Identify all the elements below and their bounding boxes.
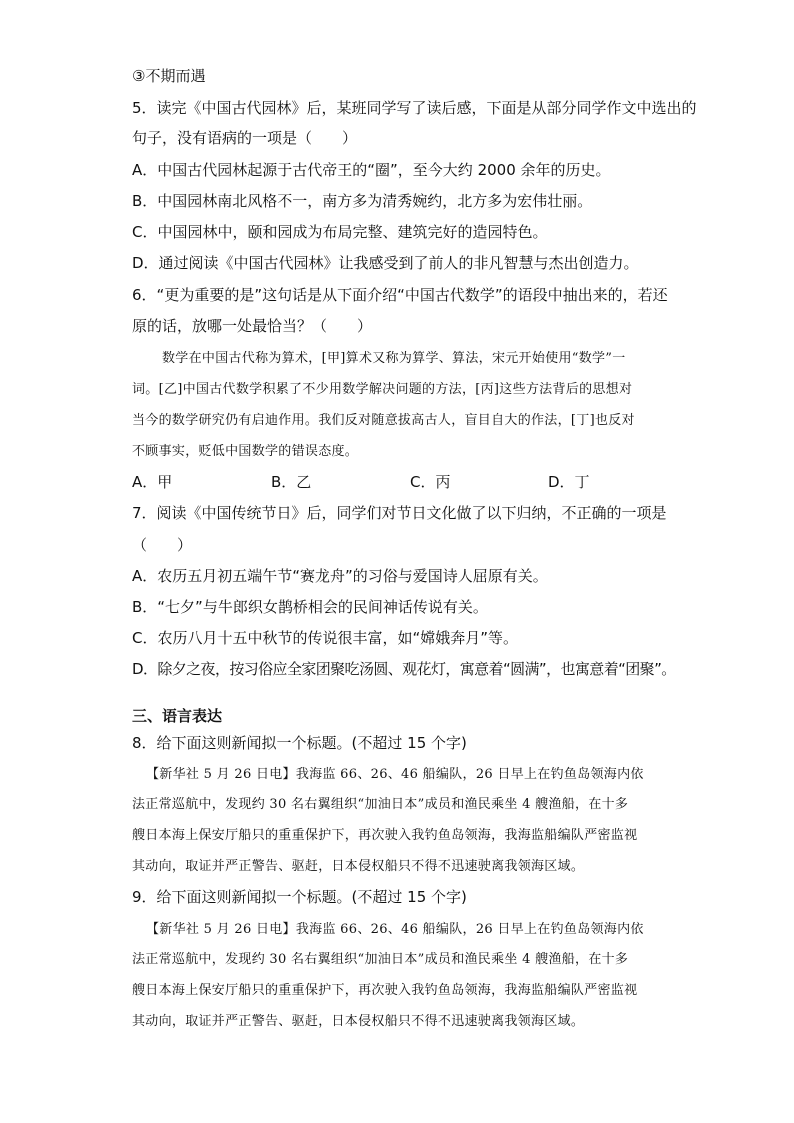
question-6-option-b: B．乙 (271, 473, 312, 491)
question-6-option-d: D．丁 (548, 473, 590, 491)
question-8-stem: 8．给下面这则新闻拟一个标题。(不超过 15 个字) (132, 734, 467, 752)
question-9-news-line2: 法正常巡航中，发现约 30 名右翼组织“加油日本”成员和渔民乘坐 4 艘渔船，在十多 (132, 952, 629, 967)
question-8-news-line3: 艘日本海上保安厅船只的重重保护下，再次驶入我钓鱼岛领海，我海监船编队严密监视 (132, 828, 638, 843)
question-6-passage-line3: 当今的数学研究仍有启迪作用。我们反对随意拔高古人，盲目自大的作法，[丁]也反对 (132, 413, 635, 428)
question-7-stem-line2: （ ） (132, 536, 193, 554)
question-7-option-c: C．农历八月十五中秋节的传说很丰富，如“嫦娥奔月”等。 (132, 629, 519, 647)
question-9-news-line4: 其动向，取证并严正警告、驱赶，日本侵权船只不得不迅速驶离我领海区域。 (132, 1014, 585, 1029)
question-5-option-c: C．中国园林中，颐和园成为布局完整、建筑完好的造园特色。 (132, 223, 548, 241)
question-6-passage-line2: 词。[乙]中国古代数学积累了不少用数学解决问题的方法，[丙]这些方法背后的思想对 (132, 382, 633, 397)
question-7-option-a: A．农历五月初五端午节“赛龙舟”的习俗与爱国诗人屈原有关。 (132, 567, 548, 585)
question-9-news-line3: 艘日本海上保安厅船只的重重保护下，再次驶入我钓鱼岛领海，我海监船编队严密监视 (132, 983, 638, 998)
section-heading-language-expression: 三、语言表达 (132, 707, 223, 725)
question-6-stem-line1: 6．“更为重要的是”这句话是从下面介绍“中国古代数学”的语段中抽出来的，若还 (132, 286, 668, 304)
question-9-stem: 9．给下面这则新闻拟一个标题。(不超过 15 个字) (132, 888, 467, 906)
item-3-text: ③不期而遇 (132, 67, 206, 85)
question-5-stem-line1: 5．读完《中国古代园林》后，某班同学写了读后感，下面是从部分同学作文中选出的 (132, 99, 697, 117)
question-8-news-line2: 法正常巡航中，发现约 30 名右翼组织“加油日本”成员和渔民乘坐 4 艘渔船，在十多 (132, 797, 629, 812)
question-6-option-a: A．甲 (132, 473, 173, 491)
question-7-stem-line1: 7．阅读《中国传统节日》后，同学们对节日文化做了以下归纳，不正确的一项是 (132, 504, 667, 522)
question-6-passage-line4: 不顾事实，贬低中国数学的错误态度。 (132, 444, 359, 459)
question-6-stem-line2: 原的话，放哪一处最恰当？（ ） (132, 317, 373, 335)
question-6-passage-line1: 数学在中国古代称为算术，[甲]算术又称为算学、算法，宋元开始使用“数学”一 (162, 351, 626, 366)
question-5-option-d: D．通过阅读《中国古代园林》让我感受到了前人的非凡智慧与杰出创造力。 (132, 254, 639, 272)
question-7-option-b: B．“七夕”与牛郎织女鹊桥相会的民间神话传说有关。 (132, 598, 488, 616)
question-9-news-line1: 【新华社 5 月 26 日电】我海监 66、26、46 船编队，26 日早上在钓鱼岛领海内依 (146, 922, 644, 937)
question-8-news-line1: 【新华社 5 月 26 日电】我海监 66、26、46 船编队，26 日早上在钓鱼岛领海内依 (146, 767, 644, 782)
question-7-option-d: D．除夕之夜，按习俗应全家团聚吃汤圆、观花灯，寓意着“圆满”，也寓意着“团聚”。 (132, 660, 676, 678)
question-5-option-a: A．中国古代园林起源于古代帝王的“圈”，至今大约 2000 余年的历史。 (132, 161, 611, 179)
question-5-option-b: B．中国园林南北风格不一，南方多为清秀婉约，北方多为宏伟壮丽。 (132, 192, 593, 210)
question-6-option-c: C．丙 (410, 473, 451, 491)
question-8-news-line4: 其动向，取证并严正警告、驱赶，日本侵权船只不得不迅速驶离我领海区域。 (132, 859, 585, 874)
question-5-stem-line2: 句子，没有语病的一项是（ ） (132, 129, 358, 147)
